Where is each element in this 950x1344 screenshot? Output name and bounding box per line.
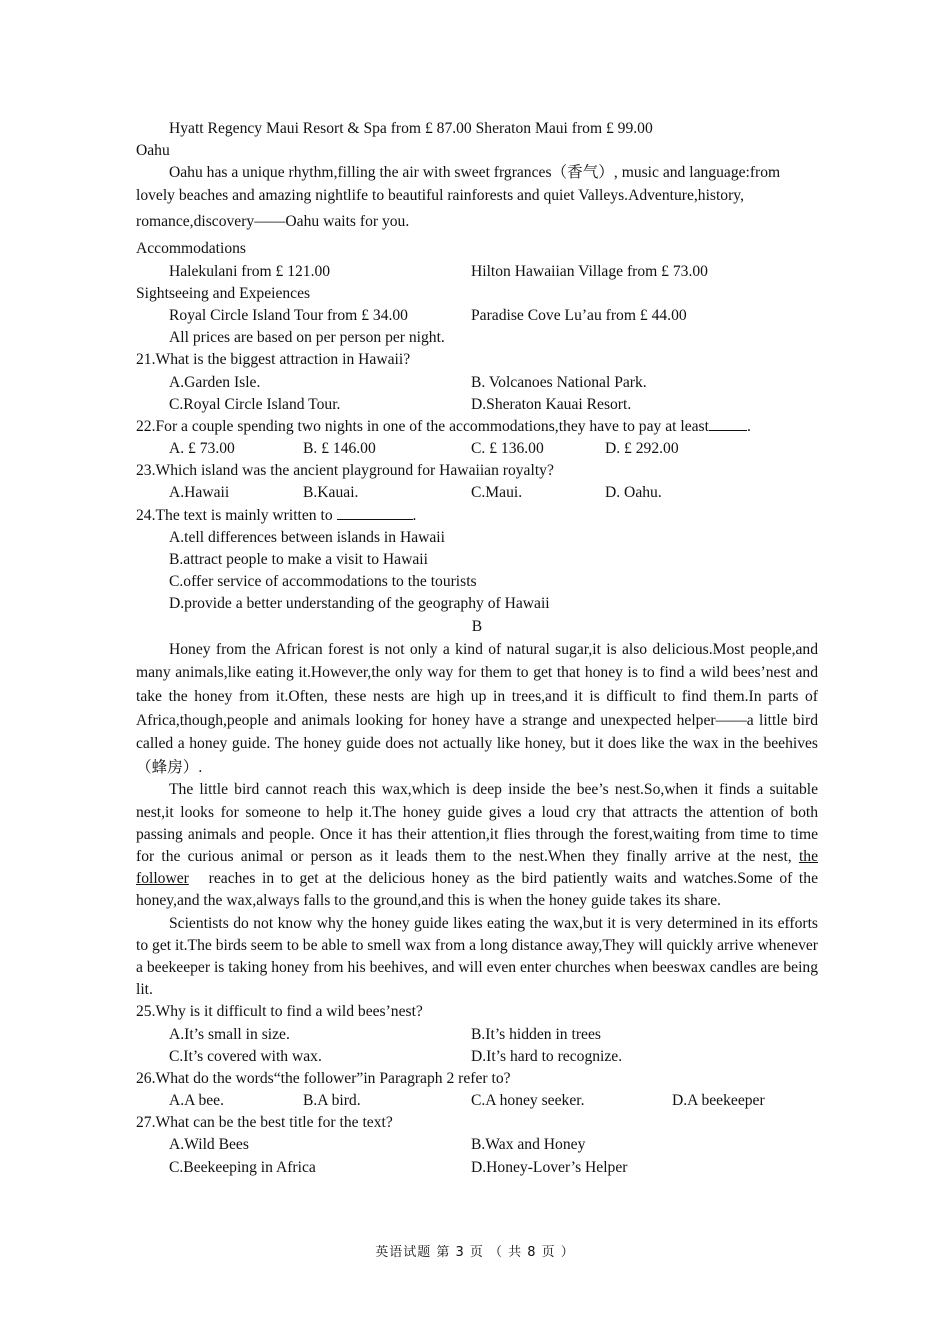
option-row — [136, 1024, 818, 1046]
option-row — [136, 438, 818, 460]
option: D.Honey-Lover’s Helper — [471, 1158, 628, 1176]
accommodation-item: Hilton Hawaiian Village from £ 73.00 — [471, 262, 708, 280]
exam-page — [136, 118, 818, 1179]
option: D.provide a better understanding of the geography of Hawaii — [169, 595, 550, 613]
option: C.It’s covered with wax. — [169, 1047, 322, 1065]
oahu-heading: Oahu — [136, 142, 170, 160]
option-row — [136, 1046, 818, 1068]
sightseeing-row — [136, 305, 818, 327]
question-stem: 27.What can be the best title for the text? — [136, 1114, 393, 1132]
option: A.tell differences between islands in Hawaii — [169, 528, 445, 546]
price-note: All prices are based on per person per night. — [169, 329, 445, 347]
option: A.Hawaii — [169, 484, 230, 502]
question-stem: 22.For a couple spending two nights in one of the accommodations,they have to pay at least . — [136, 417, 751, 435]
option: A.Wild Bees — [169, 1136, 249, 1154]
option: B.A bird. — [303, 1092, 361, 1110]
answer-blank — [709, 416, 747, 431]
accommodation-item: Halekulani from £ 121.00 — [169, 262, 331, 280]
section-heading: B — [471, 617, 483, 635]
option: C. £ 136.00 — [471, 440, 544, 458]
option: B.Kauai. — [303, 484, 359, 502]
option: D. £ 292.00 — [605, 440, 679, 458]
option: D.A beekeeper — [672, 1092, 765, 1110]
option: B.Wax and Honey — [471, 1136, 586, 1154]
passage-b-paragraph-1: Honey from the African forest is not only a kind of natural sugar,it is also delicious.Most people,and many animals,like eating it.However,the only way for them to get that honey is to find a wild bees’nest and take the honey from it.Often, these nests are high up in trees,and it is difficult to find them.In parts of Africa,though,people and animals looking for honey have a strange and unexpected helper——a little bird called a honey guide. The honey guide does not actually like honey, but it does like the wax in the beehives（蜂房）. — [136, 640, 818, 776]
underlined-phrase: the follower — [136, 847, 818, 888]
question-stem: 25.Why is it difficult to find a wild bees’nest? — [136, 1003, 423, 1021]
option: D.It’s hard to recognize. — [471, 1047, 623, 1065]
option: B.It’s hidden in trees — [471, 1025, 601, 1043]
option-row — [136, 482, 818, 504]
option-row — [136, 394, 818, 416]
option: A.Garden Isle. — [169, 373, 261, 391]
question-stem: 23.Which island was the ancient playground for Hawaiian royalty? — [136, 462, 554, 480]
sightseeing-label: Sightseeing and Expeiences — [136, 284, 311, 302]
option-row — [136, 1134, 818, 1156]
oahu-paragraph-line: lovely beaches and amazing nightlife to beautiful rainforests and quiet Valleys.Adventure,history, — [136, 187, 744, 205]
option: B. Volcanoes National Park. — [471, 373, 647, 391]
sightseeing-item: Royal Circle Island Tour from £ 34.00 — [169, 306, 408, 324]
option: A. £ 73.00 — [169, 440, 235, 458]
option: D.Sheraton Kauai Resort. — [471, 395, 632, 413]
accommodations-label: Accommodations — [136, 240, 247, 258]
accommodations-row — [136, 261, 818, 283]
option-row — [136, 1157, 818, 1179]
sightseeing-item: Paradise Cove Lu’au from £ 44.00 — [471, 306, 687, 324]
answer-blank — [337, 505, 413, 520]
oahu-paragraph-line: Oahu has a unique rhythm,filling the air with sweet frgrances（香气）, music and language:from — [169, 164, 781, 182]
passage-b-paragraph-3: Scientists do not know why the honey guide likes eating the wax,but it is very determined in its efforts to get it.The birds seem to be able to smell wax from a long distance away,They will quickly arrive whenever a beekeeper is taking honey from his beehives, and will even enter churches when beeswax candles are being lit. — [136, 914, 818, 999]
option: C.A honey seeker. — [471, 1092, 585, 1110]
option-row — [136, 372, 818, 394]
option-row — [136, 1090, 818, 1112]
question-stem: 21.What is the biggest attraction in Hawaii? — [136, 351, 411, 369]
option: A.A bee. — [169, 1092, 224, 1110]
option: A.It’s small in size. — [169, 1025, 290, 1043]
page-footer: 英语试题 第 3 页 （ 共 8 页 ） — [375, 1245, 575, 1260]
passage-b-paragraph-2: The little bird cannot reach this wax,which is deep inside the bee’s nest.So,when it finds a suitable nest,it looks for someone to help it.The honey guide gives a loud cry that attracts the attention of both passing animals and people. Once it has their attention,it flies through the forest,waiting from time to time for the curious animal or person as it leads them to the nest.When they finally arrive at the nest, the follower reaches in to get at the delicious honey as the bird patiently waits and watches.Some of the honey,and the wax,always falls to the ground,and this is when the honey guide takes its share. — [136, 781, 818, 910]
maui-accommodations: Hyatt Regency Maui Resort & Spa from £ 87.00 Sheraton Maui from £ 99.00 — [169, 120, 653, 137]
option: C.offer service of accommodations to the tourists — [169, 573, 477, 591]
option: C.Royal Circle Island Tour. — [169, 395, 341, 413]
option: C.Beekeeping in Africa — [169, 1158, 316, 1176]
oahu-paragraph-line: romance,discovery——Oahu waits for you. — [136, 213, 410, 231]
question-stem: 24.The text is mainly written to . — [136, 506, 417, 524]
option: B. £ 146.00 — [303, 440, 376, 458]
option: B.attract people to make a visit to Hawaii — [169, 551, 428, 568]
question-stem: 26.What do the words“the follower”in Paragraph 2 refer to? — [136, 1069, 511, 1087]
option: C.Maui. — [471, 484, 523, 502]
option: D. Oahu. — [605, 484, 662, 502]
